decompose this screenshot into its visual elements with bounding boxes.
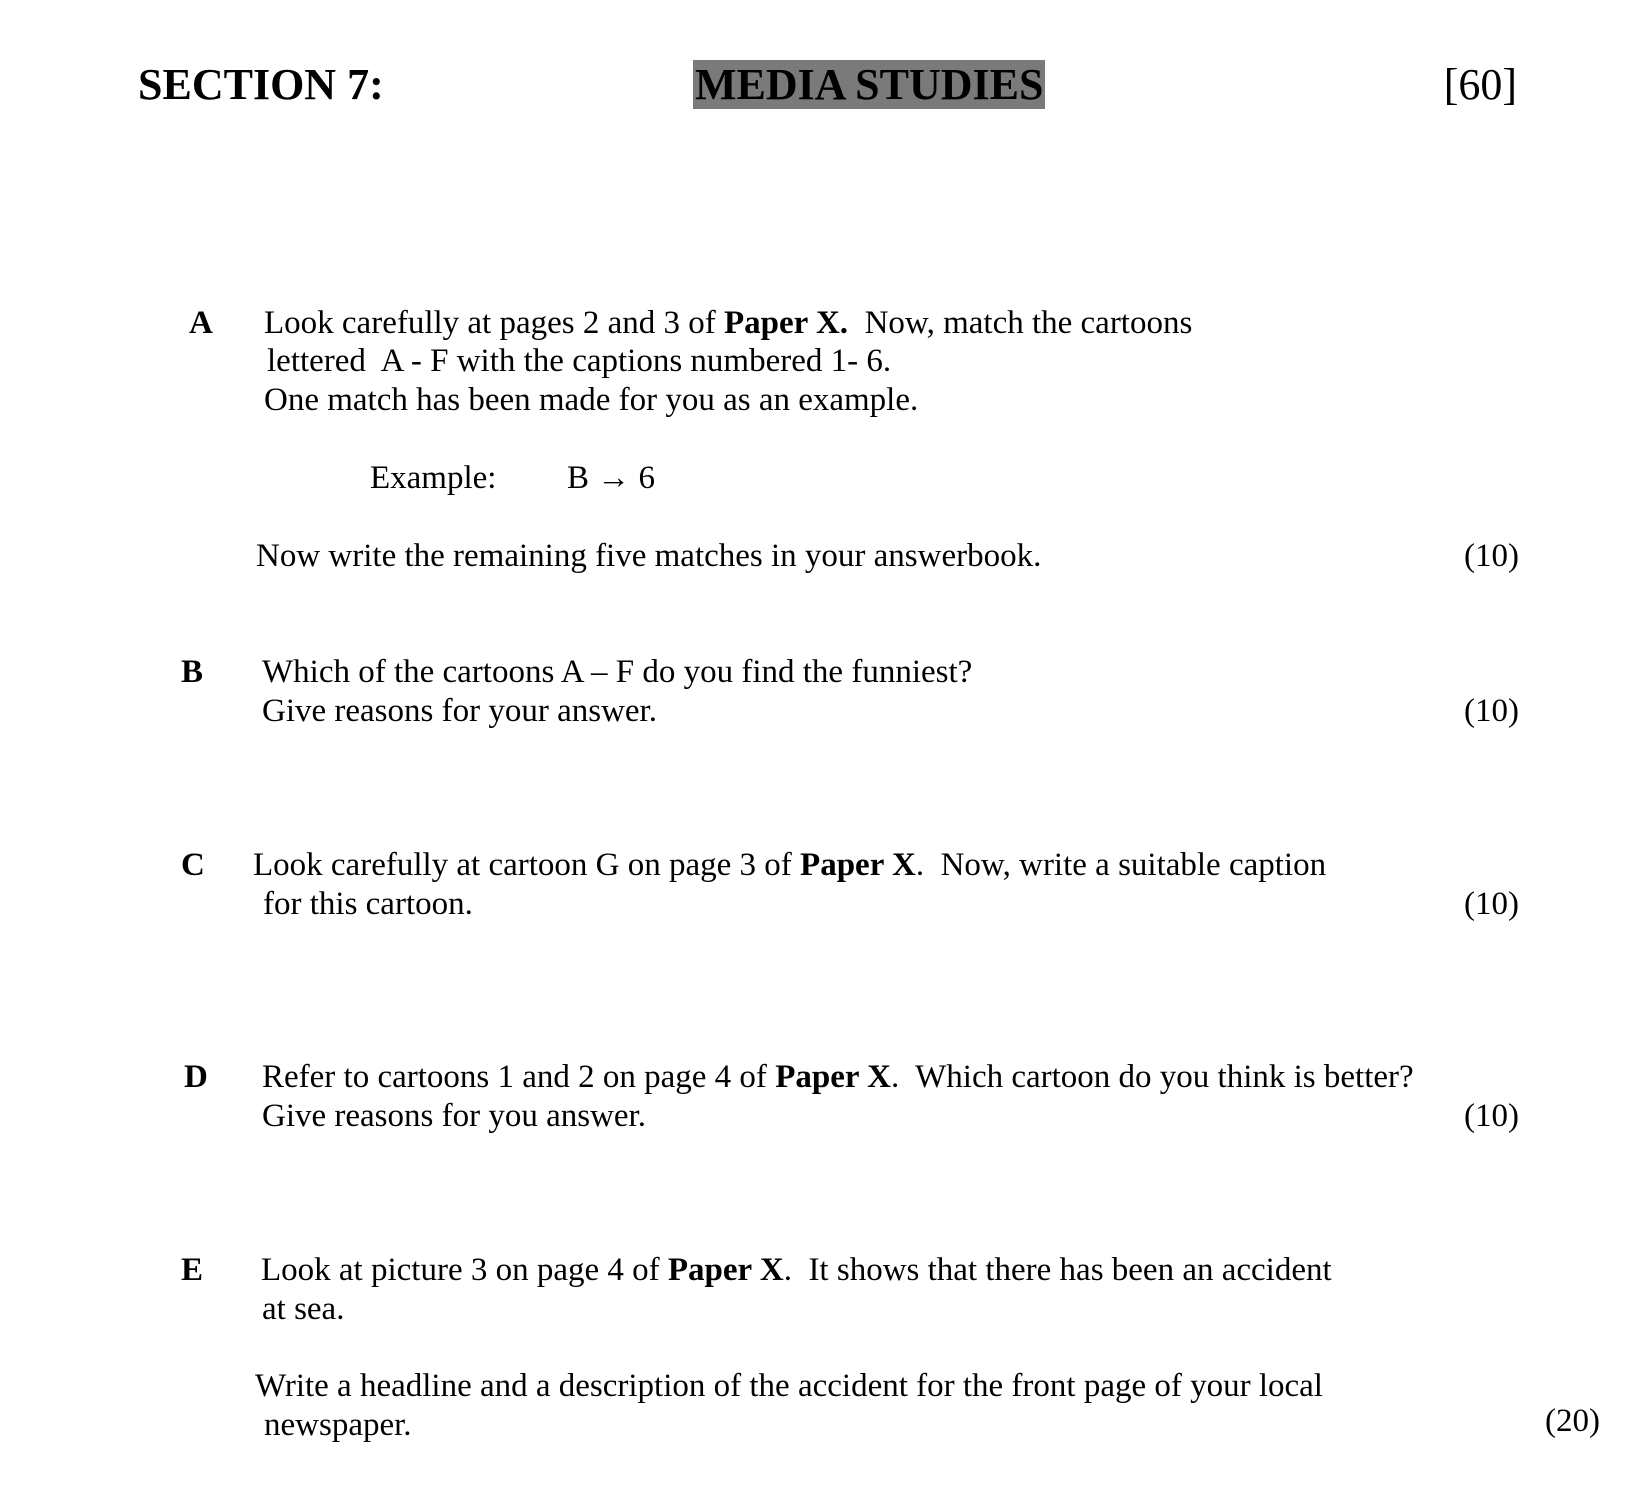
question-instruction: Now write the remaining five matches in your answerbook. (256, 538, 1042, 574)
paper-reference: Paper X (800, 847, 916, 883)
question-text-line: Give reasons for you answer. (262, 1098, 646, 1134)
question-letter: B (181, 654, 204, 690)
section-total-marks: [60] (1443, 60, 1517, 109)
text-span: . It shows that there has been an accident (783, 1252, 1332, 1288)
question-text-line: Give reasons for your answer. (262, 693, 657, 729)
question-text-line: Which of the cartoons A – F do you find the funniest? (262, 654, 973, 690)
question-letter: A (189, 305, 213, 341)
text-span: . Which cartoon do you think is better? (890, 1059, 1414, 1095)
question-text-line (262, 1057, 1414, 1097)
section-number: SECTION 7: (138, 60, 384, 109)
question-marks: (10) (1464, 886, 1519, 922)
question-marks: (10) (1464, 1098, 1519, 1134)
question-text-line (261, 1250, 1332, 1290)
question-marks: (20) (1545, 1403, 1600, 1439)
text-span: . Now, write a suitable caption (915, 847, 1327, 883)
question-text-line: newspaper. (264, 1407, 412, 1443)
section-title-text: MEDIA STUDIES (695, 60, 1044, 109)
text-span: Look carefully at pages 2 and 3 of (264, 305, 725, 341)
section-title (693, 59, 1045, 111)
paper-reference: Paper X (667, 1252, 784, 1288)
example-label: Example: (370, 460, 497, 496)
question-letter: D (184, 1059, 208, 1095)
example-value: B → 6 (567, 460, 656, 496)
question-text-line: at sea. (262, 1291, 345, 1327)
text-span: Now, match the cartoons (848, 305, 1193, 341)
question-text-line: One match has been made for you as an example. (264, 382, 919, 418)
text-span: Refer to cartoons 1 and 2 on page 4 of (262, 1059, 776, 1095)
question-marks: (10) (1464, 538, 1519, 574)
paper-reference: Paper X (775, 1059, 891, 1095)
question-letter: C (181, 847, 205, 883)
question-letter: E (181, 1252, 204, 1288)
question-text-line (253, 845, 1326, 885)
question-marks: (10) (1464, 693, 1519, 729)
question-text-line: Write a headline and a description of the accident for the front page of your local (255, 1368, 1323, 1404)
text-span: Look at picture 3 on page 4 of (261, 1252, 668, 1288)
question-text-line: for this cartoon. (263, 886, 473, 922)
question-text-line: lettered A - F with the captions numbered 1- 6. (267, 343, 892, 379)
text-span: Look carefully at cartoon G on page 3 of (253, 847, 801, 883)
question-text-line (264, 303, 1192, 343)
paper-reference: Paper X. (724, 305, 849, 341)
